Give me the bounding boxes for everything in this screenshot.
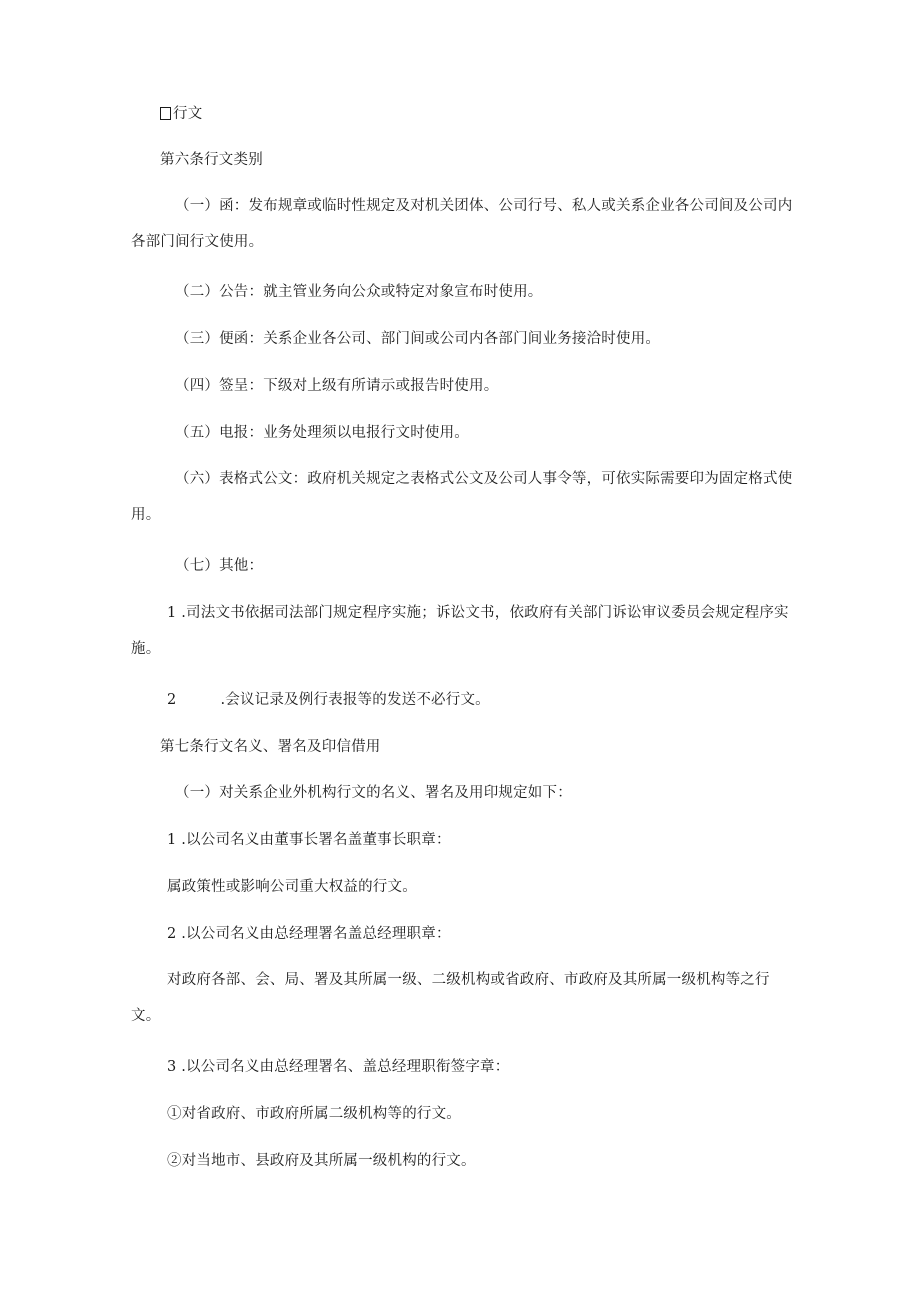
article-7-heading: 第七条行文名义、署名及印信借用 xyxy=(160,739,381,755)
item-gm-signature-seal: 3 .以公司名义由总经理署名、盖总经理职衔签字章： xyxy=(167,1059,510,1075)
paragraph-form-document: （六）表格式公文：政府机关规定之表格式公文及公司人事令等，可依实际需要印为固定格式使用。 xyxy=(131,471,793,523)
paragraph-petition: （四）签呈：下级对上级有所请示或报告时使用。 xyxy=(175,378,499,394)
paragraph-telegram: （五）电报：业务处理须以电报行文时使用。 xyxy=(175,425,469,441)
article-6-heading: 第六条行文类别 xyxy=(160,152,263,168)
item-gm-seal: 2 .以公司名义由总经理署名盖总经理职章： xyxy=(167,926,451,942)
subitem-local-county: ②对当地市、县政府及其所属一级机构的行文。 xyxy=(167,1153,476,1169)
section-title-text: 行文 xyxy=(173,106,203,122)
paragraph-other: （七）其他： xyxy=(175,558,264,574)
item-meeting-records xyxy=(167,682,829,718)
section-title xyxy=(160,96,822,132)
item-number: 2 xyxy=(167,692,177,708)
item-judicial-documents: 1 .司法文书依据司法部门规定程序实施；诉讼文书，依政府有关部门诉讼审议委员会规定程序实施。 xyxy=(131,605,789,657)
paragraph-external-rules: （一）对关系企业外机构行文的名义、署名及用印规定如下： xyxy=(175,785,572,801)
item-text: .会议记录及例行表报等的发送不必行文。 xyxy=(220,692,490,708)
item-chairman-seal: 1 .以公司名义由董事长署名盖董事长职章： xyxy=(167,832,451,848)
paragraph-letter: （一）函：发布规章或临时性规定及对机关团体、公司行号、私人或关系企业各公司间及公司内各部门间行文使用。 xyxy=(131,198,793,250)
checkbox-square-icon xyxy=(160,107,171,120)
paragraph-memo: （三）便函：关系企业各公司、部门间或公司内各部门间业务接洽时使用。 xyxy=(175,331,661,347)
paragraph-policy-documents: 属政策性或影响公司重大权益的行文。 xyxy=(167,879,417,895)
paragraph-government-agencies: 对政府各部、会、局、署及其所属一级、二级机构或省政府、市政府及其所属一级机构等之行文。 xyxy=(131,972,770,1024)
paragraph-announcement: （二）公告：就主管业务向公众或特定对象宣布时使用。 xyxy=(175,284,543,300)
subitem-provincial-city: ①对省政府、市政府所属二级机构等的行文。 xyxy=(167,1106,461,1122)
